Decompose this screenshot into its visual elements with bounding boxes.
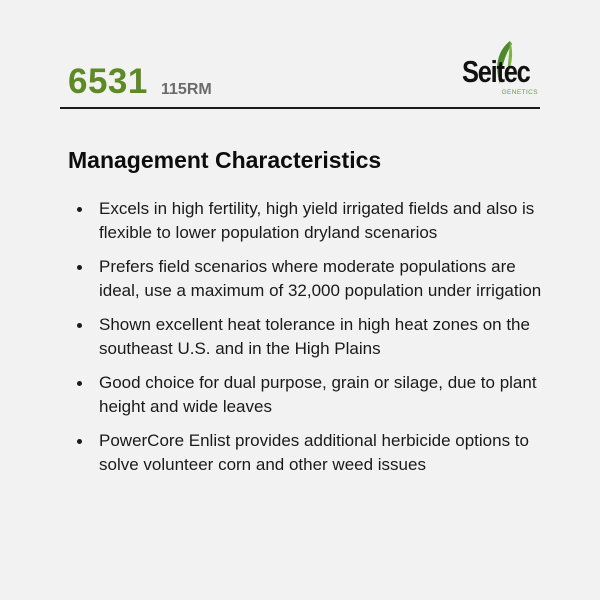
header [68, 56, 540, 108]
list-item-text: Good choice for dual purpose, grain or silage, due to plant height and wide leaves [99, 373, 537, 416]
bullet-icon [77, 323, 82, 328]
list-item-text: Shown excellent heat tolerance in high heat zones on the southeast U.S. and in the High Plains [99, 315, 530, 358]
relative-maturity: 115RM [161, 81, 212, 98]
section-title: Management Characteristics [68, 147, 382, 173]
characteristics-list [68, 197, 548, 487]
list-item-text: Prefers field scenarios where moderate populations are ideal, use a maximum of 32,000 population under irrigation [99, 257, 542, 300]
list-item-text: Excels in high fertility, high yield irrigated fields and also is flexible to lower population dryland scenarios [99, 199, 535, 242]
logo-subtitle: GENETICS [501, 89, 538, 96]
bullet-icon [77, 439, 82, 444]
bullet-icon [77, 381, 82, 386]
bullet-icon [77, 265, 82, 270]
list-item [68, 197, 548, 245]
list-item [68, 313, 548, 361]
product-number: 6531 [68, 62, 148, 101]
list-item-text: PowerCore Enlist provides additional herbicide options to solve volunteer corn and other weed issues [99, 431, 529, 474]
seitec-logo [462, 44, 540, 104]
logo-wordmark: Seitec [462, 54, 530, 89]
list-item [68, 371, 548, 419]
header-divider [60, 107, 540, 109]
bullet-icon [77, 207, 82, 212]
list-item [68, 255, 548, 303]
list-item [68, 429, 548, 477]
